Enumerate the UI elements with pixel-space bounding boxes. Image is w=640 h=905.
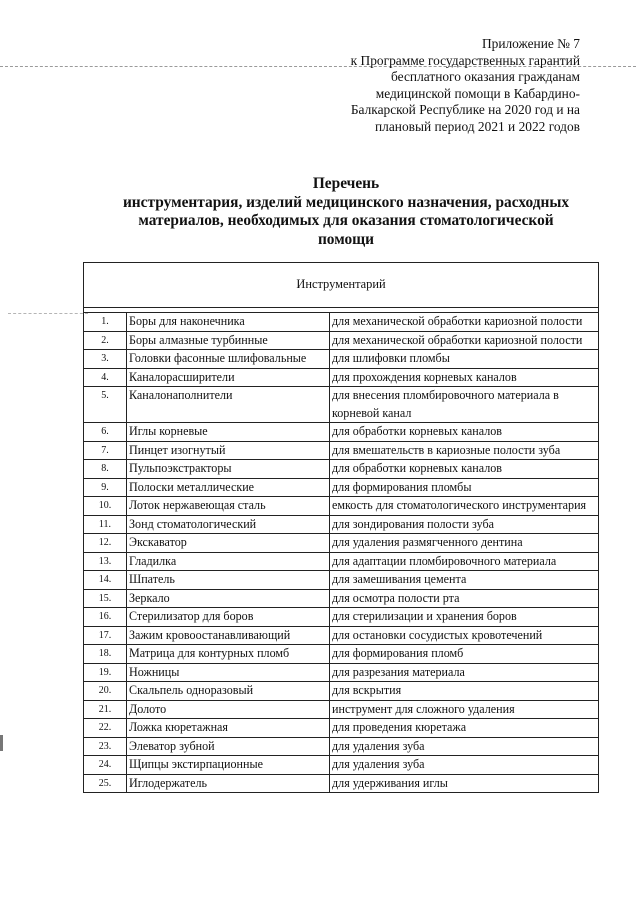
instrument-purpose: для проведения кюретажа bbox=[330, 719, 599, 738]
instrument-name: Боры для наконечника bbox=[127, 313, 330, 332]
instrument-name: Боры алмазные турбинные bbox=[127, 331, 330, 350]
instrument-name: Элеватор зубной bbox=[127, 737, 330, 756]
instrument-name: Иглы корневые bbox=[127, 423, 330, 442]
instrument-name: Скальпель одноразовый bbox=[127, 682, 330, 701]
instrument-purpose: для осмотра полости рта bbox=[330, 589, 599, 608]
instrument-purpose: для обработки корневых каналов bbox=[330, 460, 599, 479]
row-number: 6. bbox=[84, 423, 127, 442]
row-number: 12. bbox=[84, 534, 127, 553]
appendix-line: к Программе государственных гарантий bbox=[350, 52, 580, 68]
appendix-line: медицинской помощи в Кабардино- bbox=[375, 85, 580, 101]
row-number: 11. bbox=[84, 515, 127, 534]
table-row bbox=[84, 608, 599, 627]
instrument-name: Иглодержатель bbox=[127, 774, 330, 793]
instrument-purpose: для удаления зуба bbox=[330, 737, 599, 756]
table-row bbox=[84, 515, 599, 534]
instrument-name: Ложка кюретажная bbox=[127, 719, 330, 738]
appendix-note bbox=[340, 36, 580, 135]
instrument-name: Экскаватор bbox=[127, 534, 330, 553]
table-row bbox=[84, 534, 599, 553]
scan-edge-mark bbox=[0, 735, 3, 751]
instrument-name: Пинцет изогнутый bbox=[127, 441, 330, 460]
instrument-name: Долото bbox=[127, 700, 330, 719]
instrument-purpose: для формирования пломб bbox=[330, 645, 599, 664]
instrument-purpose: для вмешательств в кариозные полости зуба bbox=[330, 441, 599, 460]
instrument-name: Лоток нержавеющая сталь bbox=[127, 497, 330, 516]
table-row bbox=[84, 423, 599, 442]
instrument-purpose: для стерилизации и хранения боров bbox=[330, 608, 599, 627]
table-row bbox=[84, 571, 599, 590]
instrument-purpose: для зондирования полости зуба bbox=[330, 515, 599, 534]
instrument-purpose: для формирования пломбы bbox=[330, 478, 599, 497]
row-number: 7. bbox=[84, 441, 127, 460]
row-number: 4. bbox=[84, 368, 127, 387]
instrument-name: Зажим кровоостанавливающий bbox=[127, 626, 330, 645]
section-header: Инструментарий bbox=[84, 263, 599, 308]
instrument-name: Полоски металлические bbox=[127, 478, 330, 497]
instrument-purpose: для адаптации пломбировочного материала bbox=[330, 552, 599, 571]
table-row bbox=[84, 478, 599, 497]
table-section-row bbox=[84, 263, 599, 308]
table-row bbox=[84, 737, 599, 756]
title-line: Перечень bbox=[312, 175, 380, 192]
instrument-name: Головки фасонные шлифовальные bbox=[127, 350, 330, 369]
appendix-line: плановый период 2021 и 2022 годов bbox=[375, 118, 580, 134]
row-number: 21. bbox=[84, 700, 127, 719]
instrument-purpose: для вскрытия bbox=[330, 682, 599, 701]
row-number: 20. bbox=[84, 682, 127, 701]
row-number: 22. bbox=[84, 719, 127, 738]
instrument-purpose: инструмент для сложного удаления bbox=[330, 700, 599, 719]
row-number: 10. bbox=[84, 497, 127, 516]
appendix-line: Балкарской Республике на 2020 год и на bbox=[350, 102, 580, 117]
row-number: 2. bbox=[84, 331, 127, 350]
table-row bbox=[84, 552, 599, 571]
instrument-purpose: для удаления размягченного дентина bbox=[330, 534, 599, 553]
table-row bbox=[84, 756, 599, 775]
title-line: инструментария, изделий медицинского назначения, расходных bbox=[122, 193, 570, 211]
table-row bbox=[84, 700, 599, 719]
table-row bbox=[84, 719, 599, 738]
table-row bbox=[84, 460, 599, 479]
row-number: 3. bbox=[84, 350, 127, 369]
instrument-purpose: емкость для стоматологического инструментария bbox=[330, 497, 599, 516]
row-number: 13. bbox=[84, 552, 127, 571]
instrument-name: Каналонаполнители bbox=[127, 387, 330, 423]
table-row bbox=[84, 387, 599, 423]
table-row bbox=[84, 441, 599, 460]
row-number: 19. bbox=[84, 663, 127, 682]
row-number: 14. bbox=[84, 571, 127, 590]
instrument-purpose: для разрезания материала bbox=[330, 663, 599, 682]
table-row bbox=[84, 589, 599, 608]
title-line: материалов, необходимых для оказания стоматологической bbox=[138, 212, 554, 229]
instrument-purpose: для внесения пломбировочного материала в корневой канал bbox=[330, 387, 599, 423]
row-number: 9. bbox=[84, 478, 127, 497]
instrument-purpose: для механической обработки кариозной полости bbox=[330, 331, 599, 350]
instrument-name: Стерилизатор для боров bbox=[127, 608, 330, 627]
table-row bbox=[84, 313, 599, 332]
instrument-name: Щипцы экстирпационные bbox=[127, 756, 330, 775]
instrument-name: Пульпоэкстракторы bbox=[127, 460, 330, 479]
row-number: 8. bbox=[84, 460, 127, 479]
scan-artifact-line bbox=[8, 313, 88, 314]
instrument-name: Зеркало bbox=[127, 589, 330, 608]
row-number: 25. bbox=[84, 774, 127, 793]
appendix-line: Приложение № 7 bbox=[481, 36, 580, 51]
table-row bbox=[84, 626, 599, 645]
instrument-purpose: для остановки сосудистых кровотечений bbox=[330, 626, 599, 645]
row-number: 18. bbox=[84, 645, 127, 664]
instrument-name: Ножницы bbox=[127, 663, 330, 682]
instrument-purpose: для обработки корневых каналов bbox=[330, 423, 599, 442]
row-number: 17. bbox=[84, 626, 127, 645]
instrument-name: Шпатель bbox=[127, 571, 330, 590]
row-number: 16. bbox=[84, 608, 127, 627]
page-title bbox=[90, 175, 602, 249]
table-row bbox=[84, 331, 599, 350]
instrument-purpose: для замешивания цемента bbox=[330, 571, 599, 590]
instrument-name: Каналорасширители bbox=[127, 368, 330, 387]
row-number: 1. bbox=[84, 313, 127, 332]
title-line: помощи bbox=[317, 230, 375, 248]
instrument-purpose: для удаления зуба bbox=[330, 756, 599, 775]
table-row bbox=[84, 682, 599, 701]
table-row bbox=[84, 368, 599, 387]
row-number: 23. bbox=[84, 737, 127, 756]
row-number: 5. bbox=[84, 387, 127, 423]
instrument-purpose: для прохождения корневых каналов bbox=[330, 368, 599, 387]
table-row bbox=[84, 774, 599, 793]
appendix-line: бесплатного оказания гражданам bbox=[391, 69, 580, 84]
instrument-purpose: для механической обработки кариозной полости bbox=[330, 313, 599, 332]
row-number: 15. bbox=[84, 589, 127, 608]
table-row bbox=[84, 497, 599, 516]
row-number: 24. bbox=[84, 756, 127, 775]
table-row bbox=[84, 350, 599, 369]
instrument-name: Матрица для контурных пломб bbox=[127, 645, 330, 664]
table-row bbox=[84, 645, 599, 664]
instrument-name: Зонд стоматологический bbox=[127, 515, 330, 534]
instrument-purpose: для шлифовки пломбы bbox=[330, 350, 599, 369]
table-row bbox=[84, 663, 599, 682]
instruments-table bbox=[83, 262, 599, 793]
instrument-purpose: для удерживания иглы bbox=[330, 774, 599, 793]
table-body bbox=[84, 313, 599, 793]
instrument-name: Гладилка bbox=[127, 552, 330, 571]
